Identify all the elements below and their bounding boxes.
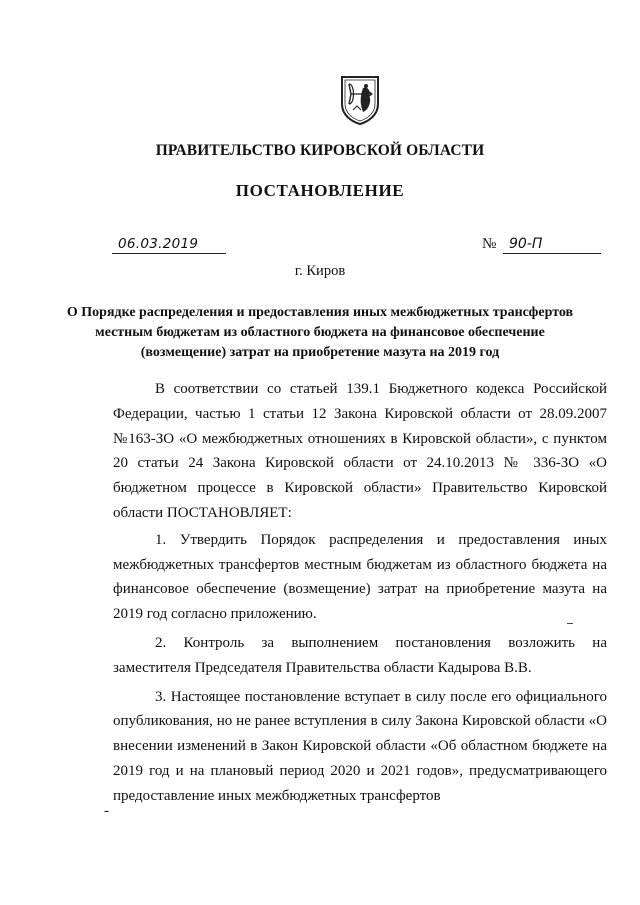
document-title: О Порядке распределения и предоставления иных межбюджетных трансфертов местным бюджетам из областного бюджета на финансовое обеспечение (возмещение) затрат на приобретение мазута на 2019 год	[66, 305, 574, 360]
paragraph-preamble: В соответствии со статьей 139.1 Бюджетного кодекса Российской Федерации, частью 1 статьи 12 Закона Кировской области от 28.09.2007 №163-ЗО «О межбюджетных отношениях в Кировской области», с пунктом 20 статьи 24 Закона Кировской области от 24.10.2013 № 336-ЗО «О бюджетном процессе в Кировской области» Правительство Кировской области ПОСТАНОВЛЯЕТ:	[113, 381, 607, 521]
document-date: 06.03.2019	[112, 236, 226, 254]
number-label: №	[482, 236, 497, 252]
document-number: 90-П	[503, 236, 601, 254]
organization-name: ПРАВИТЕЛЬСТВО КИРОВСКОЙ ОБЛАСТИ	[155, 142, 485, 159]
stray-mark	[567, 623, 573, 624]
paragraph-3: 3. Настоящее постановление вступает в силу после его официального опубликования, но не ранее вступления в силу Закона Кировской области «О внесении изменений в Закон Кировской области «Об областном бюджете на 2019 год и на плановый период 2020 и 2021 годов», предусматривающего предоставление иных межбюджетных трансфертов	[113, 688, 607, 804]
paragraph-1: 1. Утвердить Порядок распределения и предоставления иных межбюджетных трансфертов местным бюджетам из областного бюджета на финансовое обеспечение (возмещение) затрат на приобретение мазута на 2019 год согласно приложению.	[113, 531, 607, 623]
coat-of-arms-icon	[339, 74, 381, 126]
paragraph-2: 2. Контроль за выполнением постановления возложить на заместителя Председателя Правительства области Кадырова В.В.	[113, 634, 607, 676]
margin-dash: -	[104, 803, 109, 819]
city: г. Киров	[294, 263, 346, 279]
document-body	[113, 377, 607, 809]
document-type: ПОСТАНОВЛЕНИЕ	[235, 181, 405, 200]
